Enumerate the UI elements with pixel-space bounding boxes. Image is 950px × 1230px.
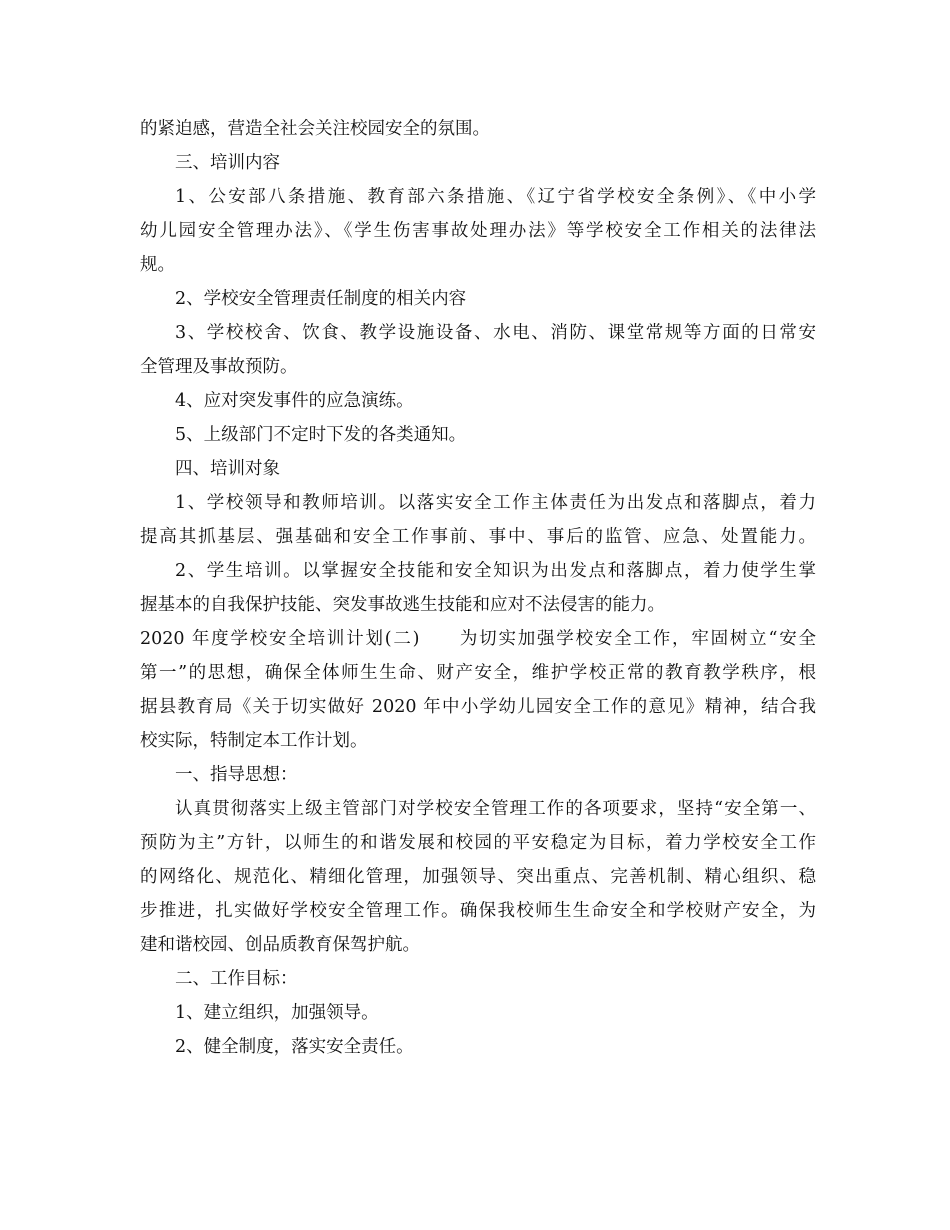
text-line: 1、公安部八条措施、教育部六条措施、《辽宁省学校安全条例》、《中小学 [175,187,816,207]
text-line: 预防为主”方针，以师生的和谐发展和校园的平安稳定为目标，着力学校安全工作 [140,833,816,853]
text-line: 四、培训对象 [175,459,280,479]
text-line: 据县教育局《关于切实做好 2020 年中小学幼儿园安全工作的意见》精神，结合我 [140,697,816,717]
text-line: 2020 年度学校安全培训计划(二) 为切实加强学校安全工作，牢固树立“安全 [140,629,816,649]
text-line: 3、学校校舍、饮食、教学设施设备、水电、消防、课堂常规等方面的日常安 [175,323,816,343]
text-line: 步推进，扎实做好学校安全管理工作。确保我校师生生命安全和学校财产安全，为 [140,901,816,921]
text-line: 认真贯彻落实上级主管部门对学校安全管理工作的各项要求，坚持“安全第一、 [175,799,816,819]
text-line: 规。 [140,255,175,275]
text-line: 2、学校安全管理责任制度的相关内容 [175,289,467,309]
document-body [140,112,816,1064]
text-line: 建和谐校园、创品质教育保驾护航。 [140,935,420,955]
text-line: 第一”的思想，确保全体师生生命、财产安全，维护学校正常的教育教学秩序，根 [140,663,816,683]
text-line: 5、上级部门不定时下发的各类通知。 [175,425,467,445]
text-line: 一、指导思想： [175,765,298,785]
text-line: 全管理及事故预防。 [140,357,298,377]
text-line: 的紧迫感，营造全社会关注校园安全的氛围。 [140,119,490,139]
text-line: 2、学生培训。以掌握安全技能和安全知识为出发点和落脚点，着力使学生掌 [175,561,816,581]
text-line: 握基本的自我保护技能、突发事故逃生技能和应对不法侵害的能力。 [140,595,665,615]
text-line: 的网络化、规范化、精细化管理，加强领导、突出重点、完善机制、精心组织、稳 [140,867,816,887]
text-line: 4、应对突发事件的应急演练。 [175,391,414,411]
text-line: 提高其抓基层、强基础和安全工作事前、事中、事后的监管、应急、处置能力。 [140,527,816,547]
text-line: 1、建立组织，加强领导。 [175,1003,379,1023]
text-line: 三、培训内容 [175,153,280,173]
text-line: 校实际，特制定本工作计划。 [140,731,368,751]
text-line: 幼儿园安全管理办法》、《学生伤害事故处理办法》等学校安全工作相关的法律法 [140,221,816,241]
text-line: 1、学校领导和教师培训。以落实安全工作主体责任为出发点和落脚点，着力 [175,493,816,513]
text-line: 2、健全制度，落实安全责任。 [175,1037,414,1057]
text-line: 二、工作目标： [175,969,298,989]
